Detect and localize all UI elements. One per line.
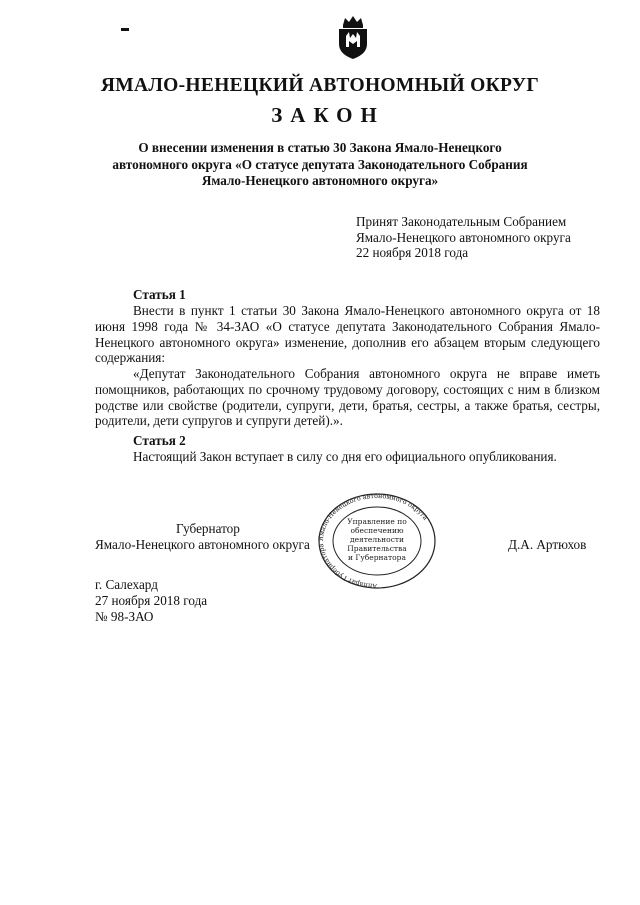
region-title: ЯМАЛО-НЕНЕЦКИЙ АВТОНОМНЫЙ ОКРУГ (100, 75, 540, 96)
subject-line: Ямало-Ненецкого автономного округа» (201, 173, 439, 188)
svg-text:Управление по: Управление по (347, 517, 407, 526)
law-subject (0, 140, 640, 190)
official-seal-stamp (316, 490, 438, 590)
svg-text:обеспечению: обеспечению (350, 526, 404, 535)
adoption-note (356, 214, 571, 261)
article-1-heading: Статья 1 (133, 287, 186, 302)
signatory-name: Д.А. Артюхов (508, 537, 587, 552)
signing-date: 27 ноября 2018 года (95, 592, 208, 608)
law-number: № 98-ЗАО (95, 608, 154, 624)
signatory-title: Губернатор (176, 521, 240, 536)
subject-line: О внесении изменения в статью 30 Закона Ямало-Ненецкого (138, 140, 502, 155)
article-1-paragraph: Внести в пункт 1 статьи 30 Закона Ямало-Ненецкого автономного округа от 18 июня 1998 года № 34-ЗАО «О статусе депутата Законодательного Собрания Ямало-Ненецкого автономного округа» изменение, дополнив его абзацем вторым следующего содержания: (95, 303, 600, 366)
scan-mark (121, 28, 129, 31)
article-2-paragraph: Настоящий Закон вступает в силу со дня его официального опубликования. (133, 449, 557, 464)
adoption-line: Ямало-Ненецкого автономного округа (356, 229, 571, 245)
place-date-number (95, 577, 207, 624)
document-type-title: ЗАКОН (271, 103, 385, 127)
article-2-heading: Статья 2 (133, 433, 186, 448)
svg-text:деятельности: деятельности (349, 535, 405, 544)
article-1-quoted-paragraph: «Депутат Законодательного Собрания автономного округа не вправе иметь помощников, работающих по срочному трудовому договору, состоящих с ним в близком родстве или свойстве (родители, супруги, дети, братья, сестры, а также братья, сестры, родители, дети супругов и супруги детей).». (95, 366, 600, 429)
city: г. Салехард (95, 577, 158, 592)
svg-text:и Губернатора: и Губернатора (348, 553, 406, 562)
svg-text:Аппарат Губернатора Ямало-Нене: Аппарат Губернатора Ямало-Ненецкого автономного округа (316, 491, 430, 590)
adoption-line: Принят Законодательным Собранием (356, 214, 567, 229)
subject-line: автономного округа «О статусе депутата Законодательного Собрания (112, 156, 528, 172)
adoption-line: 22 ноября 2018 года (356, 245, 469, 260)
svg-text:Правительства: Правительства (347, 544, 407, 553)
signatory-region: Ямало-Ненецкого автономного округа (95, 537, 310, 552)
coat-of-arms-emblem (335, 14, 371, 60)
